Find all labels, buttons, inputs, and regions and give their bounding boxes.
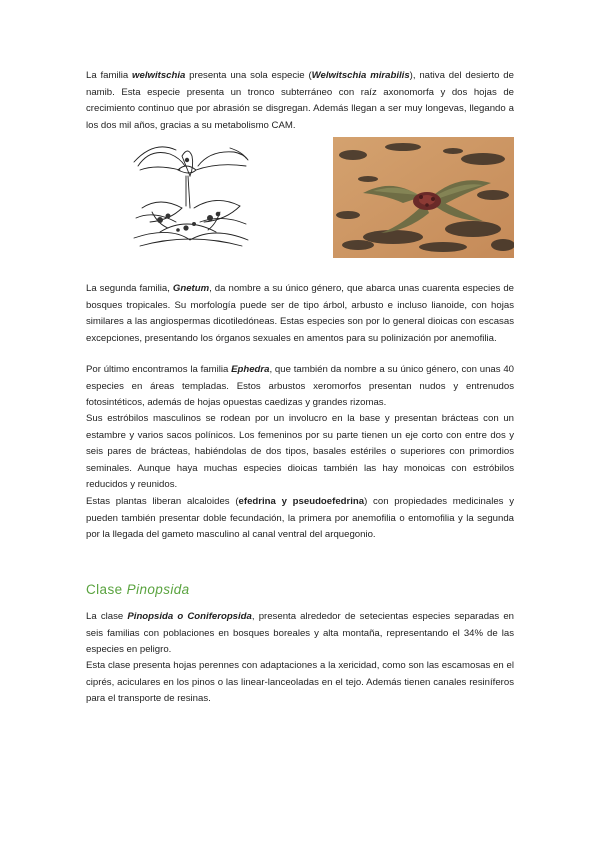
paragraph-alcaloides: Estas plantas liberan alcaloides (efedrina y pseudoefedrina) con propiedades medicinales y pueden también presentar doble fecundación, la primera por anemofilia o entomofilia y la segunda por la llegada del gameto masculino al canal ventral del arquegonio. [86, 496, 514, 541]
section-heading-pinopsida: Clase Pinopsida [86, 582, 190, 597]
welwitschia-desert-photo [333, 137, 514, 258]
paragraph-estrobilos: Sus estróbilos masculinos se rodean por un involucro en la base y presentan brácteas con un estambre y varios sacos polínicos. Los femeninos por su parte tienen un eje corto con entre dos y seis pares de brácteas, habiéndolas de dos tipos, basales estériles o superiores con primordios seminales. Aunque haya muchas especies dioicas también las hay monoicas con estróbilos reducidos y reunidos. [86, 413, 514, 491]
paragraph-hojas: Esta clase presenta hojas perennes con adaptaciones a la xericidad, como son las escamosas en el ciprés, aciculares en los pinos o las linear-lanceoladas en el tejo. Además tienen canales resiníferos para el transporte de resinas. [86, 660, 514, 705]
paragraph-pinopsida: La clase Pinopsida o Coniferopsida, presenta alrededor de setecientas especies separadas en seis familias con poblaciones en bosques boreales y alta montaña, representando el 34% de las especies en peligro. [86, 611, 514, 656]
welwitschia-sketch-image [130, 136, 250, 254]
paragraph-welwitschia: La familia welwitschia presenta una sola especie (Welwitschia mirabilis), nativa del desierto de namib. Esta especie presenta un tronco subterráneo con raíz axonomorfa y dos hojas de crecimiento continuo que por abrasión se disgregan. Además llegan a ser muy longevas, llegando a los dos mil años, gracias a su metabolismo CAM. [86, 70, 514, 131]
paragraph-gnetum: La segunda familia, Gnetum, da nombre a su único género, que abarca unas cuarenta especies de bosques tropicales. Su morfología puede ser de tipo árbol, arbusto e incluso lianoide, con hojas similares a las angiospermas dicotiledóneas. Estas especies son por lo general dioicas con escasas excepciones, presentando los órganos sexuales en amentos para su polinización por anemofilia. [86, 283, 514, 344]
paragraph-ephedra: Por último encontramos la familia Ephedra, que también da nombre a su único género, con unas 40 especies en áreas templadas. Estos arbustos xeromorfos presentan nudos y entrenudos fotosintéticos, además de hojas opuestas caedizas y grandes rizomas. [86, 364, 514, 409]
